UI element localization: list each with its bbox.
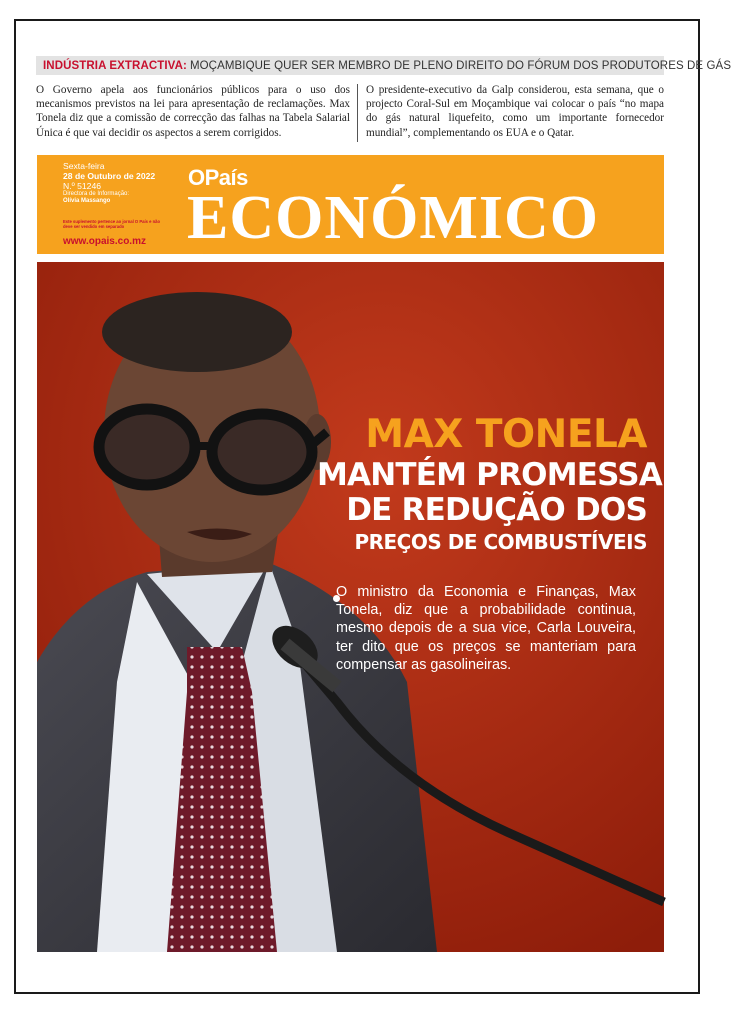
- headline-line-3: PREÇOS DE COMBUSTÍVEIS: [354, 530, 647, 554]
- issue-date: 28 de Outubro de 2022: [63, 171, 156, 181]
- director-name: Olívia Massango: [63, 198, 111, 204]
- cover-story[interactable]: [37, 262, 664, 952]
- headline-line-1: MANTÉM PROMESSA: [317, 457, 662, 493]
- headline-line-2: DE REDUÇÃO DOS: [346, 492, 647, 528]
- teaser-left: O Governo apela aos funcionários públicos para o uso dos mecanismos previstos na lei para apresentação de reclamações. Max Tonela diz que a comissão de correcção das falhas na Tabela Salarial Única é que vai decidir os aspectos a serem corrigidos.: [36, 84, 350, 139]
- issue-number: N.º 51246: [63, 181, 102, 191]
- supplement-note: Este suplemento pertence ao jornal O País e não deve ser vendido em separado: [63, 219, 161, 229]
- teaser-right: O presidente-executivo da Galp considerou, esta semana, que o projecto Coral-Sul em Moçambique vai colocar o país “no mapa do gás natural liquefeito, como um importante fornecedor mundial”, complementando os EUA e o Qatar.: [366, 84, 664, 139]
- brand-logo-small: OPaís: [188, 165, 248, 190]
- cover-lead: O ministro da Economia e Finanças, Max Tonela, diz que a probabilidade continua, mesmo depois de a sua vice, Carla Louveira, ter dito que os preços se manteriam para compensar as gasolineiras.: [336, 584, 636, 673]
- masthead: [37, 155, 664, 254]
- website-link[interactable]: www.opais.co.mz: [63, 236, 146, 247]
- top-story-headline: MOÇAMBIQUE QUER SER MEMBRO DE PLENO DIREITO DO FÓRUM DOS PRODUTORES DE GÁS: [189, 59, 731, 72]
- top-story-kicker: INDÚSTRIA EXTRACTIVA: [43, 59, 183, 72]
- brand-title: ECONÓMICO: [187, 184, 599, 252]
- director-label: Directora de Informação:: [63, 191, 130, 197]
- issue-info: [63, 161, 203, 229]
- cover-headline: [317, 412, 662, 556]
- kicker-separator: :: [183, 59, 187, 72]
- issue-weekday: Sexta-feira: [63, 161, 105, 171]
- top-story-bar[interactable]: [36, 56, 731, 75]
- column-divider: [357, 84, 358, 142]
- headline-name: MAX TONELA: [365, 412, 647, 457]
